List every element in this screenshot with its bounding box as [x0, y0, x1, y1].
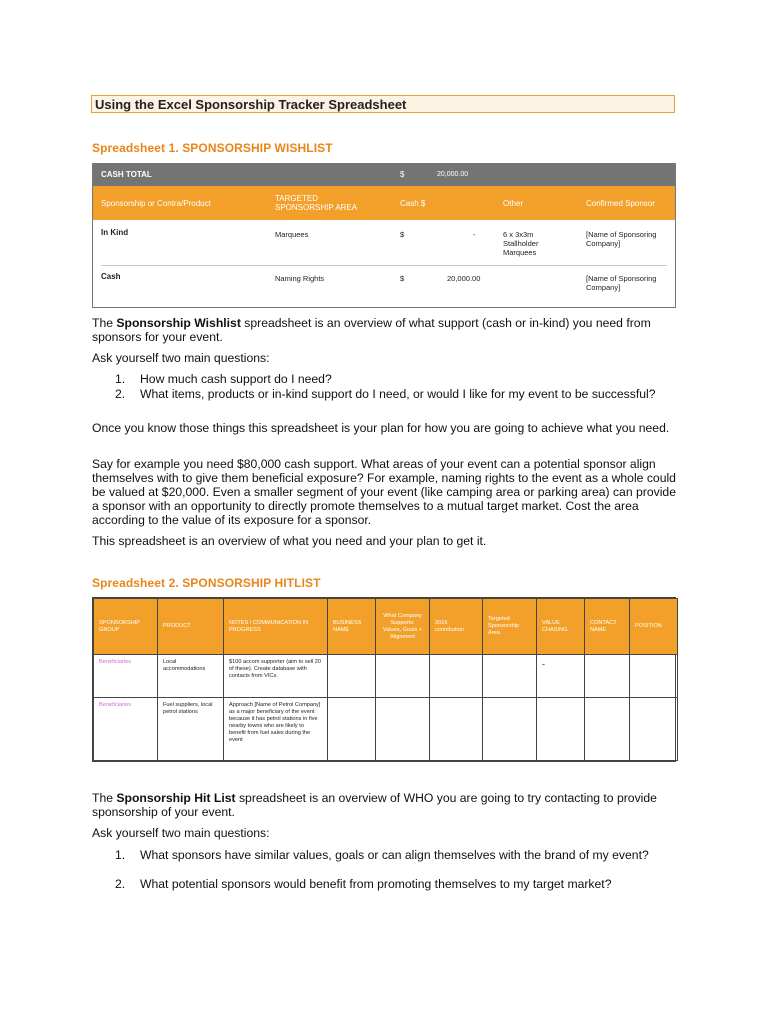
row-currency: $: [400, 274, 405, 283]
hitlist-header-row: [94, 599, 678, 655]
row-currency: $: [400, 230, 405, 239]
header-confirmed-sponsor: Confirmed Sponsor: [586, 199, 655, 208]
header-sponsorship-type: Sponsorship or Contra/Product: [101, 199, 211, 208]
ask-questions-1: Ask yourself two main questions:: [92, 351, 270, 365]
header-notes: NOTES / COMMUNICATION IN PROGRESS: [224, 599, 328, 655]
header-cash: Cash $: [400, 199, 426, 208]
wishlist-table: [92, 163, 676, 308]
cash-total-bar: [93, 164, 675, 186]
hitlist-heading: Spreadsheet 2. SPONSORSHIP HITLIST: [92, 576, 321, 590]
question-item: What sponsors have similar values, goals or can align themselves with the brand of my event?: [140, 848, 649, 862]
header-contact-name: CONTACT NAME: [585, 599, 630, 655]
paragraph-example: Say for example you need $80,000 cash support. What areas of your event can a potential sponsor align themselves with to give them beneficial exposure? For example, naming rights to the event as a whole could be valued at $20,000. Even a smaller segment of your event (like camping area or parking area) can provide a sponsor with an opportunity to directly promote themselves to a mutual target market. Cost the area according to the value of its exposure for a sponsor.: [92, 457, 676, 527]
cash-total-value: 20,000.00: [437, 171, 469, 178]
row-cash: -: [473, 230, 476, 239]
cell-value-chasing: [537, 698, 585, 761]
hitlist-table: [92, 597, 676, 762]
header-position: POSITION: [630, 599, 678, 655]
row-type: Cash: [101, 272, 121, 281]
header-value-chasing: VALUE CHASING: [537, 599, 585, 655]
row-other: 6 x 3x3m Stallholder Marquees: [503, 230, 539, 257]
cell-notes: Approach [Name of Petrol Company] as a major beneficiary of the event because it has petrol stations in five nearby towns who are likely to benefit from fuel sales during the event: [224, 698, 328, 761]
header-company-supports: What Company Supports: Values, Goals + Alignment: [376, 599, 430, 655]
wishlist-header-row: [93, 186, 675, 220]
cell-group: Beneficiaries: [94, 698, 158, 761]
cash-total-currency: $: [400, 170, 405, 179]
cell-product: Fuel suppliers, local petrol stations: [158, 698, 224, 761]
question-item: What potential sponsors would benefit from promoting themselves to my target market?: [140, 877, 612, 891]
paragraph-plan: Once you know those things this spreadsheet is your plan for how you are going to achieve what you need.: [92, 421, 670, 435]
table-row: [94, 655, 678, 698]
row-area: Marquees: [275, 230, 309, 239]
header-other: Other: [503, 199, 524, 208]
header-contribution: 2016 contribution: [430, 599, 483, 655]
ask-questions-2: Ask yourself two main questions:: [92, 826, 270, 840]
header-targeted-area: TARGETED SPONSORSHIP AREA: [275, 194, 358, 212]
row-type: In Kind: [101, 228, 129, 237]
hitlist-term: Sponsorship Hit List: [116, 791, 236, 805]
wishlist-heading: Spreadsheet 1. SPONSORSHIP WISHLIST: [92, 141, 333, 155]
cell-product: Local accommodations: [158, 655, 224, 698]
question-item: What items, products or in-kind support do I need, or would I like for my event to be successful?: [140, 387, 656, 401]
wishlist-row-in-kind: [93, 220, 675, 264]
row-sponsor: [Name of Sponsoring Company]: [586, 274, 657, 292]
cell-notes: $100 accom supporter (aim to sell 20 of these). Create database with contacts from VICs.: [224, 655, 328, 698]
question-item: How much cash support do I need?: [140, 372, 332, 386]
cash-total-label: CASH TOTAL: [101, 170, 152, 179]
row-cash: 20,000.00: [447, 274, 481, 283]
row-sponsor: [Name of Sponsoring Company]: [586, 230, 657, 248]
cell-value-chasing: -: [537, 655, 585, 698]
cell-group: Beneficiaries: [94, 655, 158, 698]
wishlist-term: Sponsorship Wishlist: [116, 316, 241, 330]
paragraph-overview: This spreadsheet is an overview of what you need and your plan to get it.: [92, 534, 487, 548]
header-sponsorship-group: SPONSORSHIP GROUP: [94, 599, 158, 655]
document-title: Using the Excel Sponsorship Tracker Spreadsheet: [91, 95, 675, 113]
wishlist-description: The Sponsorship Wishlist spreadsheet is an overview of what support (cash or in-kind) you need from sponsors for your event.: [92, 316, 651, 344]
table-row: [94, 698, 678, 761]
header-business-name: BUSINESS NAME: [328, 599, 376, 655]
row-area: Naming Rights: [275, 274, 325, 283]
hitlist-description: The Sponsorship Hit List spreadsheet is an overview of WHO you are going to try contacting to provide sponsorship of your event.: [92, 791, 657, 819]
header-product: PRODUCT: [158, 599, 224, 655]
wishlist-row-cash: [93, 265, 675, 305]
header-targeted-area: Targeted Sponsorship Area: [483, 599, 537, 655]
